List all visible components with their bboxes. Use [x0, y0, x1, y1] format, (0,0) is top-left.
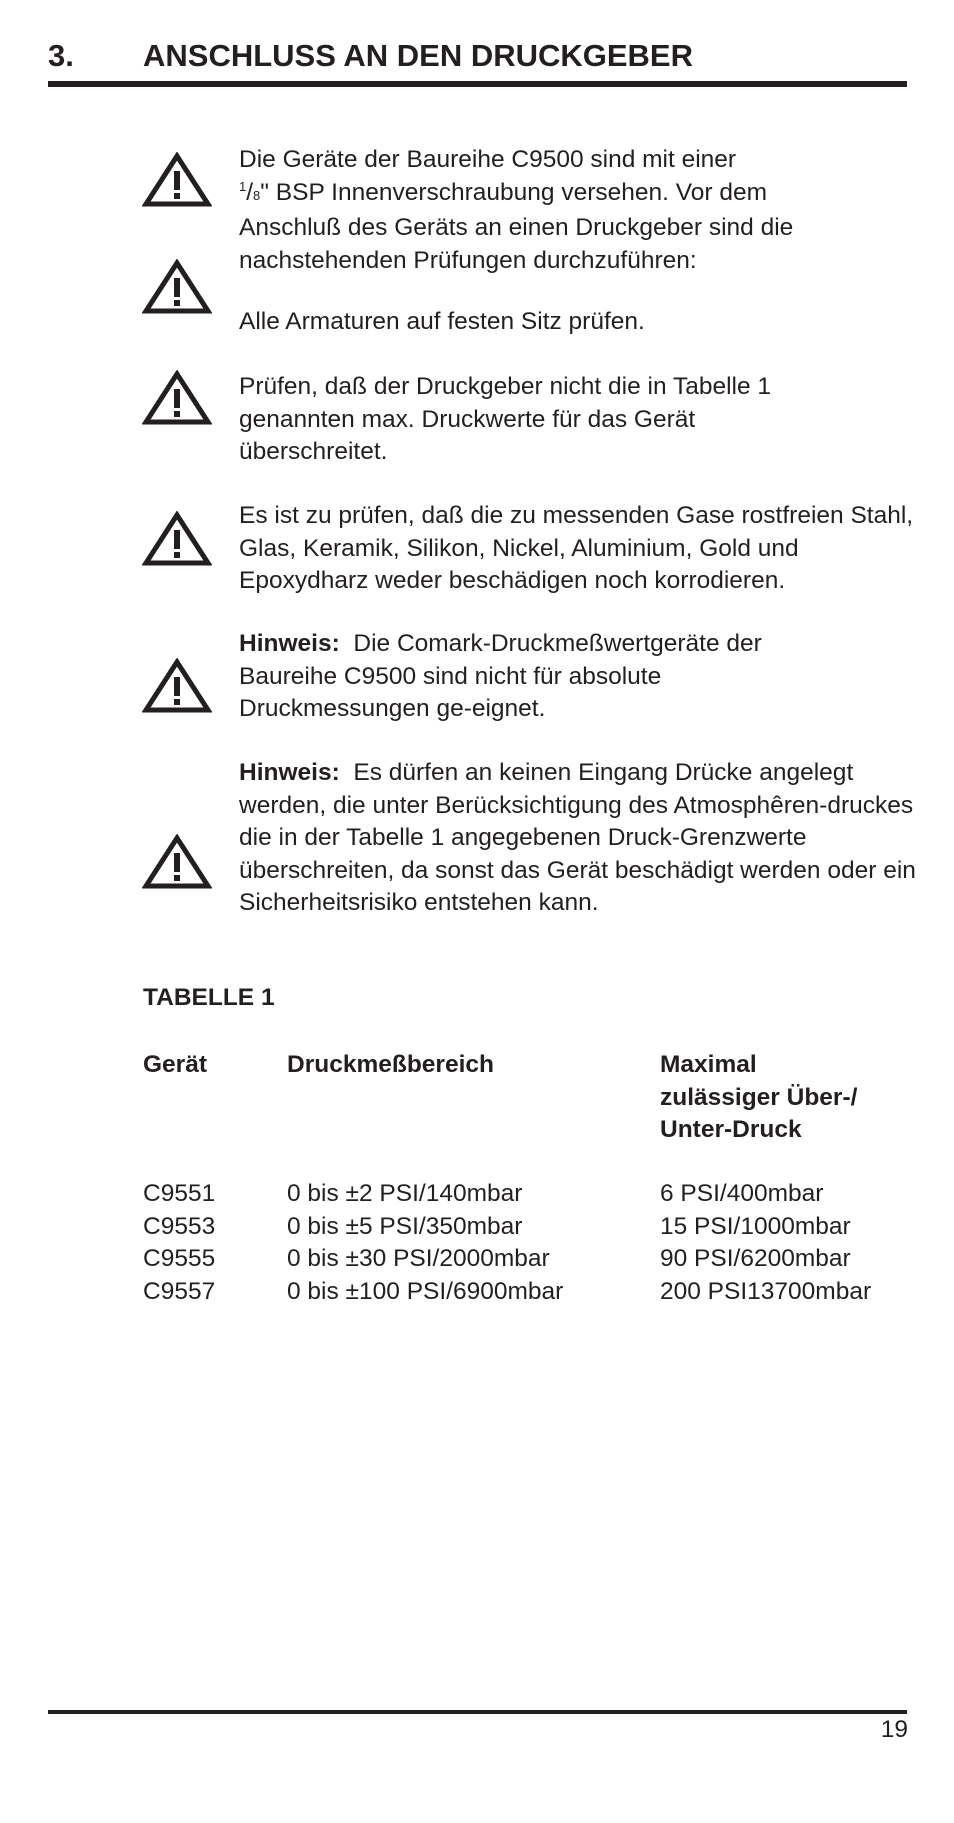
table-body: [143, 1178, 923, 1308]
cell-device: C9551: [143, 1180, 216, 1207]
cell-max: 200 PSI13700mbar: [660, 1277, 872, 1305]
cell-device: C9557: [143, 1277, 216, 1305]
warning-triangle-icon: [142, 834, 212, 890]
table-row: [143, 1276, 923, 1309]
section-number: 3.: [48, 38, 74, 73]
table-title: TABELLE 1: [143, 984, 275, 1011]
table-row: [143, 1211, 923, 1244]
intro-line-2-text: " BSP Innenverschraubung versehen. Vor dem: [260, 178, 768, 206]
note-text: Die Comark-Druckmeßwertgeräte der Baureihe C9500 sind nicht für absolute Druckmessungen ge-eignet.: [239, 630, 762, 722]
cell-range: 0 bis ±100 PSI/6900mbar: [287, 1277, 564, 1305]
table-row: [143, 1178, 923, 1211]
check-gas-compatibility: Es ist zu prüfen, daß die zu messenden Gase rostfreien Stahl, Glas, Keramik, Silikon, Nickel, Aluminium, Gold und Epoxydharz weder beschädigen noch korrodieren.: [239, 502, 914, 594]
note-label: Hinweis:: [239, 759, 340, 786]
page-number: 19: [880, 1716, 908, 1743]
warning-triangle-icon: [142, 259, 212, 315]
note-absolute-pressure: [239, 628, 799, 726]
intro-line-3: Anschluß des Geräts an einen Druckgeber sind die: [239, 214, 794, 241]
table-header-device: Gerät: [143, 1051, 208, 1078]
table-header-max-line-2: zulässiger Über-/: [660, 1083, 858, 1111]
check-pressure-limit: Prüfen, daß der Druckgeber nicht die in Tabelle 1 genannten max. Druckwerte für das Gerät überschreitet.: [239, 373, 772, 465]
table-header-max-line-3: Unter-Druck: [660, 1116, 802, 1143]
section-header: [48, 38, 908, 78]
table-header-range: Druckmeßbereich: [287, 1051, 494, 1078]
intro-line-2: $^1$/8" BSP Innenverschraubung versehen. Vor dem: [239, 178, 768, 206]
cell-device: C9553: [143, 1212, 216, 1240]
warning-triangle-icon: [142, 658, 212, 714]
section-title: ANSCHLUSS AN DEN DRUCKGEBER: [143, 38, 693, 73]
check-fittings: Alle Armaturen auf festen Sitz prüfen.: [239, 308, 645, 335]
table-header-max-line-1: Maximal: [660, 1051, 757, 1078]
warning-triangle-icon: [142, 152, 212, 208]
note-text: Es dürfen an keinen Eingang Drücke angelegt werden, die unter Berücksichtigung des Atmosphêren-druckes die in der Tabelle 1 angegebenen Druck-Grenzwerte überschreiten, da sonst das Gerät beschädigt werden oder ein Sicherheitsrisiko entstehen kann.: [239, 759, 916, 916]
cell-range: 0 bis ±5 PSI/350mbar: [287, 1212, 523, 1240]
cell-max: 15 PSI/1000mbar: [660, 1212, 851, 1240]
footer-rule: [48, 1710, 907, 1714]
cell-max: 90 PSI/6200mbar: [660, 1245, 851, 1272]
warning-triangle-icon: [142, 511, 212, 567]
note-label: Hinweis:: [239, 630, 340, 657]
warning-triangle-icon: [142, 370, 212, 426]
fraction-numerator: 1: [239, 178, 247, 194]
intro-line-4: nachstehenden Prüfungen durchzuführen:: [239, 246, 697, 274]
note-pressure-limits: [239, 757, 929, 920]
cell-device: C9555: [143, 1245, 216, 1272]
fraction-denominator: 8: [253, 187, 261, 203]
cell-max: 6 PSI/400mbar: [660, 1180, 824, 1207]
table-header-max-pressure: [660, 1049, 920, 1147]
table-row: [143, 1243, 923, 1276]
intro-line-1: Die Geräte der Baureihe C9500 sind mit einer: [239, 146, 737, 173]
cell-range: 0 bis ±2 PSI/140mbar: [287, 1180, 523, 1207]
header-rule: [48, 81, 907, 87]
intro-paragraph: [239, 144, 919, 277]
cell-range: 0 bis ±30 PSI/2000mbar: [287, 1245, 550, 1272]
